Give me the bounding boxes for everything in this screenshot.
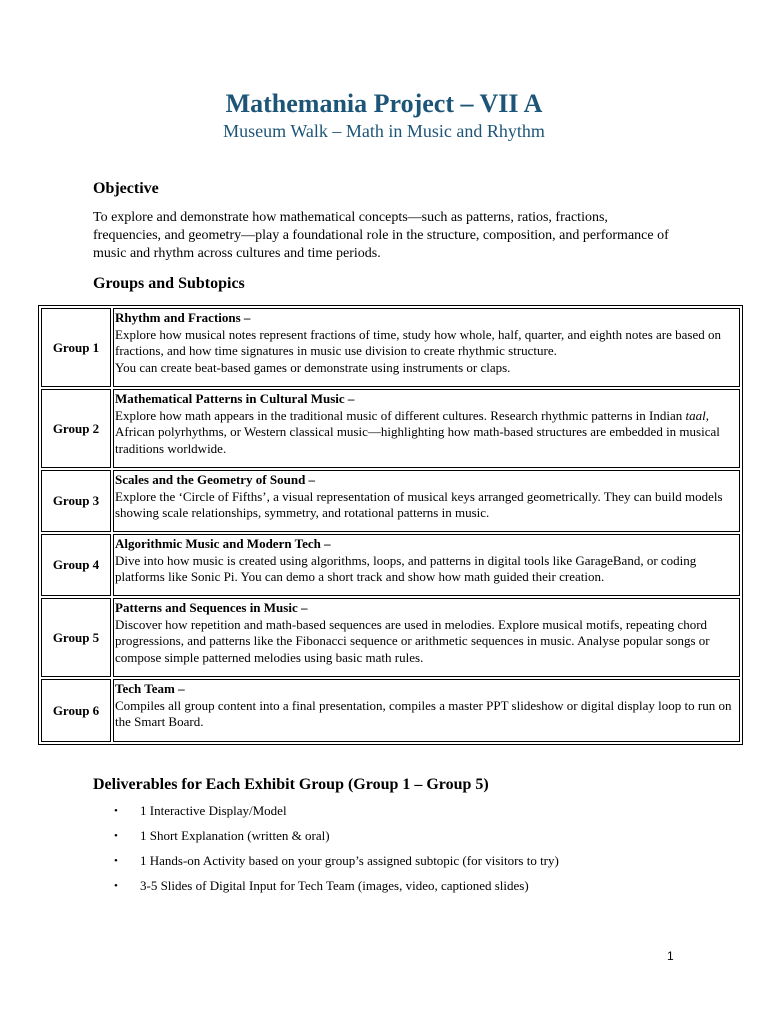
table-row	[41, 308, 740, 387]
list-item	[110, 803, 559, 828]
group-name-cell: Group 5	[41, 598, 111, 677]
group-description-cell	[113, 389, 740, 468]
list-item	[110, 828, 559, 853]
group-name-cell: Group 4	[41, 534, 111, 596]
list-item-text: 1 Short Explanation (written & oral)	[140, 828, 330, 843]
bullet-icon: •	[114, 880, 118, 892]
table-row	[41, 679, 740, 742]
group-name-cell: Group 6	[41, 679, 111, 742]
bullet-icon: •	[114, 805, 118, 817]
deliverables-heading: Deliverables for Each Exhibit Group (Group 1 – Group 5)	[93, 776, 489, 793]
groups-heading: Groups and Subtopics	[93, 275, 245, 292]
bullet-icon: •	[114, 855, 118, 867]
page-number: 1	[667, 949, 674, 963]
group-name-cell: Group 3	[41, 470, 111, 532]
group-topic: Mathematical Patterns in Cultural Music –	[115, 391, 355, 406]
table-row	[41, 389, 740, 468]
group-topic: Algorithmic Music and Modern Tech –	[115, 536, 331, 551]
group-topic: Patterns and Sequences in Music –	[115, 600, 308, 615]
group-description-cell	[113, 679, 740, 742]
group-description: Dive into how music is created using algorithms, loops, and patterns in digital tools like GarageBand, or coding platforms like Sonic Pi. You can demo a short track and show how math guided their creation.	[115, 552, 697, 584]
table-row	[41, 598, 740, 677]
objective-text: To explore and demonstrate how mathematical concepts—such as patterns, ratios, fractions, frequencies, and geometry—play a foundational role in the structure, composition, and performance of music and rhythm across cultures and time periods.	[93, 210, 669, 261]
group-description-cell	[113, 308, 740, 387]
group-description: Explore how math appears in the traditional music of different cultures. Research rhythmic patterns in Indian	[115, 407, 686, 423]
list-item-text: 1 Interactive Display/Model	[140, 803, 287, 818]
group-description-cell	[113, 598, 740, 677]
document-subtitle: Museum Walk – Math in Music and Rhythm	[223, 121, 545, 141]
objective-heading: Objective	[93, 180, 159, 197]
bullet-icon: •	[114, 830, 118, 842]
group-description: Discover how repetition and math-based sequences are used in melodies. Explore musical motifs, repeating chord progressions, and patterns like the Fibonacci sequence or arithmetic sequences in music. Analyse popular songs or compose simple patterned melodies using basic math rules.	[115, 616, 710, 665]
group-description-cell	[113, 534, 740, 596]
group-topic: Rhythm and Fractions –	[115, 310, 251, 325]
groups-table	[38, 305, 743, 745]
list-item-text: 3-5 Slides of Digital Input for Tech Team (images, video, captioned slides)	[140, 878, 529, 893]
table-row	[41, 470, 740, 532]
group-description: Explore how musical notes represent fractions of time, study how whole, half, quarter, and eighth notes are based on fractions, and how time signatures in music use division to create rhythmic structure.	[115, 326, 721, 358]
group-description: Explore the ‘Circle of Fifths’, a visual representation of musical keys arranged geometrically. They can build models showing scale relationships, symmetry, and rotational patterns in music.	[115, 488, 723, 520]
group-description-italic: taal	[685, 407, 706, 423]
list-item	[110, 878, 559, 903]
group-topic: Tech Team –	[115, 681, 185, 696]
group-name-cell: Group 1	[41, 308, 111, 387]
table-row	[41, 534, 740, 596]
group-description-rest: , African polyrhythms, or Western classical music—highlighting how math-based structures are embedded in musical traditions worldwide.	[115, 407, 720, 456]
group-description-cell	[113, 470, 740, 532]
deliverables-list	[110, 803, 559, 903]
document-title: Mathemania Project – VII A	[225, 89, 543, 118]
group-name-cell: Group 2	[41, 389, 111, 468]
list-item	[110, 853, 559, 878]
list-item-text: 1 Hands-on Activity based on your group’s assigned subtopic (for visitors to try)	[140, 853, 559, 868]
group-description: Compiles all group content into a final presentation, compiles a master PPT slideshow or digital display loop to run on the Smart Board.	[115, 697, 732, 729]
group-topic: Scales and the Geometry of Sound –	[115, 472, 316, 487]
group-extra-note: You can create beat-based games or demonstrate using instruments or claps.	[115, 359, 511, 375]
